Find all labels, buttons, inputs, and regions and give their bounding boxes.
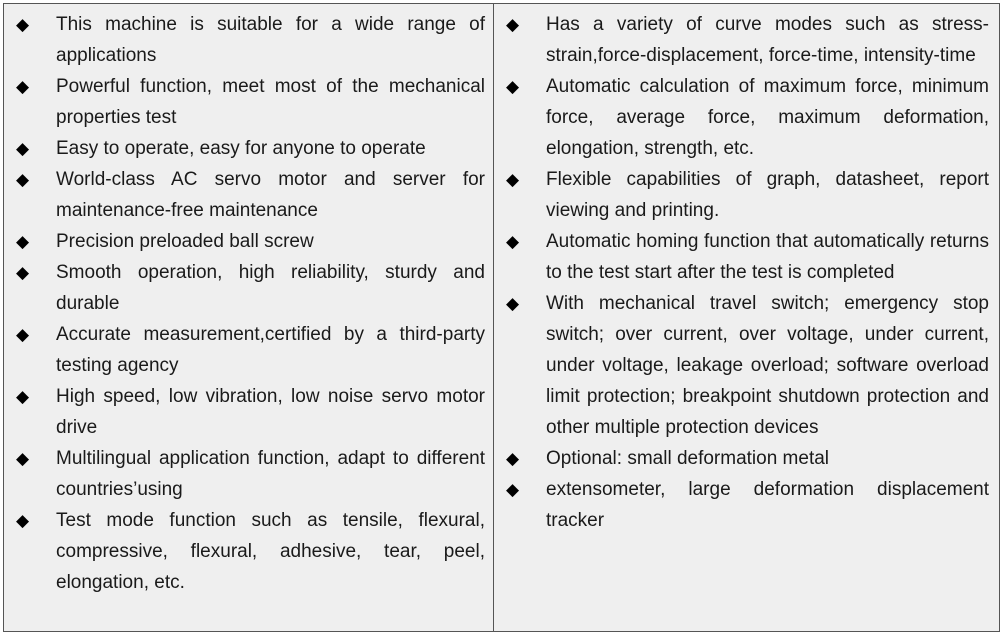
feature-text: Flexible capabilities of graph, datasheet, report viewing and printing. <box>546 169 989 221</box>
feature-list-right <box>506 9 989 536</box>
list-item <box>16 443 485 505</box>
diamond-bullet-icon: ◆ <box>16 263 30 282</box>
feature-text: Smooth operation, high reliability, sturdy and durable <box>56 262 485 314</box>
feature-text: Has a variety of curve modes such as stress-strain,force-displacement, force-time, intensity-time <box>546 14 989 66</box>
diamond-bullet-icon: ◆ <box>506 480 520 499</box>
diamond-bullet-icon: ◆ <box>16 511 30 530</box>
features-column-right <box>494 4 999 631</box>
diamond-bullet-icon: ◆ <box>16 15 30 34</box>
diamond-bullet-icon: ◆ <box>16 387 30 406</box>
diamond-bullet-icon: ◆ <box>16 77 30 96</box>
diamond-bullet-icon: ◆ <box>506 449 520 468</box>
diamond-bullet-icon: ◆ <box>506 294 520 313</box>
list-item <box>16 71 485 133</box>
list-item <box>506 474 989 536</box>
list-item <box>16 164 485 226</box>
list-item <box>16 505 485 598</box>
diamond-bullet-icon: ◆ <box>506 77 520 96</box>
list-item <box>506 443 989 474</box>
feature-text: Automatic calculation of maximum force, minimum force, average force, maximum deformation, elongation, strength, etc. <box>546 76 989 159</box>
feature-text: Optional: small deformation metal <box>546 448 830 469</box>
list-item <box>16 381 485 443</box>
list-item <box>16 9 485 71</box>
diamond-bullet-icon: ◆ <box>506 15 520 34</box>
diamond-bullet-icon: ◆ <box>506 170 520 189</box>
diamond-bullet-icon: ◆ <box>16 325 30 344</box>
feature-text: World-class AC servo motor and server for maintenance-free maintenance <box>56 169 485 221</box>
feature-text: Easy to operate, easy for anyone to operate <box>56 138 426 159</box>
feature-text: Test mode function such as tensile, flexural, compressive, flexural, adhesive, tear, peel, elongation, etc. <box>56 510 485 593</box>
feature-text: Automatic homing function that automatically returns to the test start after the test is completed <box>546 231 989 283</box>
features-column-left <box>4 4 494 631</box>
feature-text: This machine is suitable for a wide range of applications <box>56 14 485 66</box>
features-table <box>3 3 1000 632</box>
list-item <box>506 288 989 443</box>
list-item <box>506 71 989 164</box>
list-item <box>16 133 485 164</box>
diamond-bullet-icon: ◆ <box>16 449 30 468</box>
feature-text: Powerful function, meet most of the mechanical properties test <box>56 76 485 128</box>
feature-text: Accurate measurement,certified by a third-party testing agency <box>56 324 485 376</box>
feature-text: Precision preloaded ball screw <box>56 231 314 252</box>
feature-text: With mechanical travel switch; emergency stop switch; over current, over voltage, under current, under voltage, leakage overload; software overload limit protection; breakpoint shutdown protection and other multiple protection devices <box>546 293 989 438</box>
diamond-bullet-icon: ◆ <box>16 232 30 251</box>
list-item <box>506 226 989 288</box>
feature-list-left <box>16 9 485 598</box>
list-item <box>16 319 485 381</box>
list-item <box>506 164 989 226</box>
diamond-bullet-icon: ◆ <box>16 170 30 189</box>
feature-text: High speed, low vibration, low noise servo motor drive <box>56 386 485 438</box>
list-item <box>506 9 989 71</box>
feature-text: Multilingual application function, adapt to different countries’using <box>56 448 485 500</box>
feature-text: extensometer, large deformation displacement tracker <box>546 479 989 531</box>
list-item <box>16 257 485 319</box>
list-item <box>16 226 485 257</box>
diamond-bullet-icon: ◆ <box>506 232 520 251</box>
diamond-bullet-icon: ◆ <box>16 139 30 158</box>
